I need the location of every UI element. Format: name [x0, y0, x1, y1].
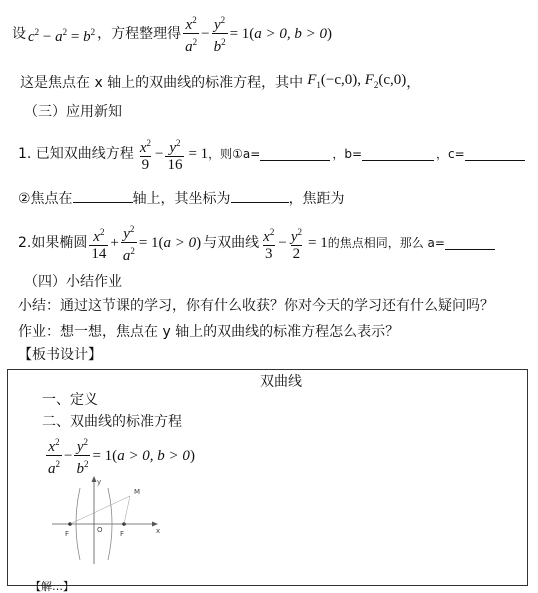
heading-apply: （三）应用新知 [24, 104, 122, 120]
q1-blank-a[interactable] [260, 148, 330, 161]
bottom-fragment: 【解…】 [30, 580, 74, 593]
summary-line: 小结：通过这节课的学习，你有什么收获？你对今天的学习还有什么疑问吗？ [18, 298, 494, 314]
line2-text: 这是焦点在 x 轴上的双曲线的标准方程，其中 [20, 74, 304, 91]
question-2: 2.如果椭圆 $\frac{x^2}{14}$ + $\frac{y^2}{a^2}$ = 1( a > 0 ) 与双曲线 $\frac{x^2}{3}$ − $\frac{y^2}{2}$ = 1 的焦点相同，那么 a= [18, 222, 495, 264]
board-title: 双曲线 [260, 374, 302, 390]
label-m: M [134, 488, 141, 496]
line1-rhs: = 1( [229, 26, 255, 42]
line1-prefix: 设 [12, 26, 26, 42]
q2-frac-ellipse-y: $\frac{y^2}{a^2}$ [122, 224, 135, 264]
board-design-heading: 【板书设计】 [18, 347, 102, 363]
x-axis-arrow [152, 522, 158, 527]
q2-frac-hyper-x: $\frac{x^2}{3}$ [263, 226, 275, 262]
q2-frac-hyper-y: $\frac{y^2}{2}$ [290, 226, 302, 262]
line2: 这是焦点在 x 轴上的双曲线的标准方程，其中 $F_1(-c,0)$, $F_2(c,0)$ ， [20, 72, 420, 93]
label-f2: F [120, 530, 125, 538]
question-1-part2: ②焦点在 轴上，其坐标为 ，焦距为 [18, 191, 345, 207]
q1-blank-c[interactable] [465, 148, 525, 161]
q2-frac-ellipse-x: $\frac{x^2}{14}$ [91, 226, 107, 262]
line1-minus: − [201, 26, 210, 42]
hyperbola-figure [48, 476, 168, 566]
heading-summary: （四）小结作业 [24, 274, 122, 290]
line1-frac-x: $\frac{x^2}{a^2}$ [185, 15, 198, 55]
ray-f2-m [124, 496, 130, 524]
q1-blank-b[interactable] [362, 148, 434, 161]
line1-cond: a > 0, b > 0 [254, 26, 328, 42]
question-1: 1. 已知双曲线方程 $\frac{x^2}{9}$ − $\frac{y^2}{16}$ = 1 ，则①a= ，b= ，c= [18, 134, 525, 174]
ray-f1-m [70, 496, 130, 524]
y-axis-arrow [92, 476, 97, 482]
board-item-definition: 一、定义 [42, 392, 98, 408]
board-item-standard-eq: 二、双曲线的标准方程 [42, 414, 182, 430]
label-o: O [97, 526, 103, 534]
q1-blank-axis[interactable] [73, 190, 133, 203]
line2-foci: $F_1(-c,0)$, $F_2(c,0)$ [307, 72, 407, 90]
label-x: x [156, 527, 161, 535]
board-equation: $\frac{x^2}{a^2}$ − $\frac{y^2}{b^2}$ = 1( a > 0, b > 0 ) [48, 437, 195, 477]
line1-frac-y: $\frac{y^2}{b^2}$ [213, 15, 226, 55]
label-y: y [97, 478, 102, 486]
q1-blank-coords[interactable] [231, 190, 289, 203]
line1: 设 $c^2 - a^2 = b^2$ ，方程整理得 $\frac{x^2}{a^2}$ − $\frac{y^2}{b^2}$ = 1( a > 0, b > 0 ) [12, 15, 333, 55]
label-f1: F [65, 530, 70, 538]
board-design-box [7, 369, 528, 593]
line1-eq: $c^2 - a^2 = b^2$ [28, 26, 96, 45]
q1-frac-y: $\frac{y^2}{16}$ [167, 137, 183, 173]
q2-blank-a[interactable] [445, 237, 495, 250]
line1-mid: ，方程整理得 [97, 26, 182, 42]
q1-frac-x: $\frac{x^2}{9}$ [139, 137, 151, 173]
homework-line: 作业：想一想，焦点在 y 轴上的双曲线的标准方程怎么表示？ [18, 324, 400, 340]
